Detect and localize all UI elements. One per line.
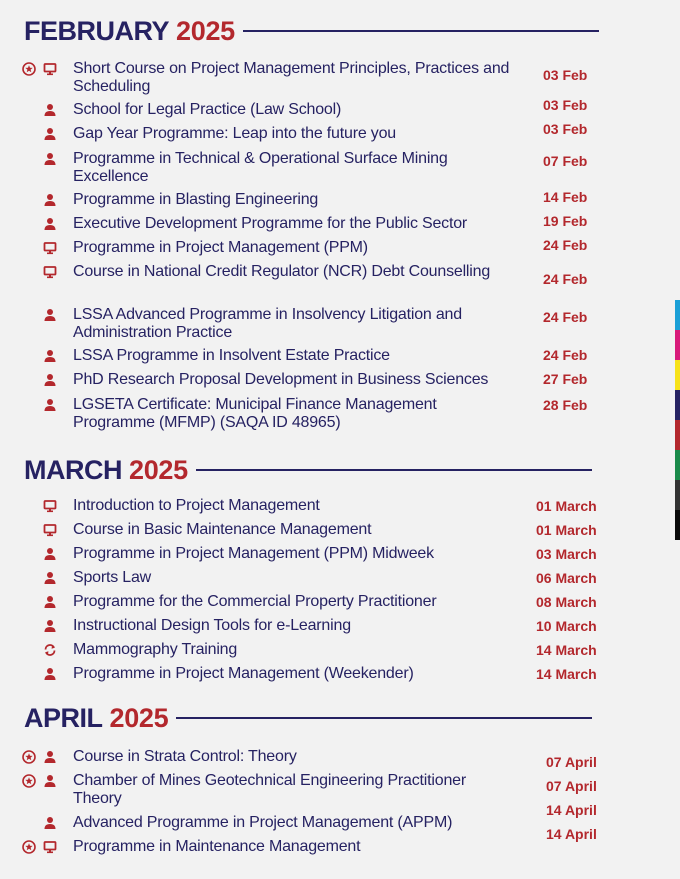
person-icon <box>43 595 57 609</box>
side-color-tab <box>675 300 680 330</box>
programme-title: Programme in Technical & Operational Surface Mining Excellence <box>73 150 448 185</box>
programme-date: 07 April <box>546 778 597 794</box>
programme-date: 03 March <box>536 546 597 562</box>
programme-title: Course in National Credit Regulator (NCR) Debt Counselling <box>73 263 491 280</box>
month-label: APRIL <box>24 702 103 733</box>
star-badge-icon <box>22 62 36 76</box>
programme-date: 24 Feb <box>543 237 588 253</box>
monitor-icon <box>43 265 57 279</box>
star-badge-icon <box>22 840 36 854</box>
monitor-icon <box>43 62 57 76</box>
programme-title: Mammography Training <box>73 641 238 658</box>
year-label: 2025 <box>109 702 169 733</box>
programme-title: Programme in Maintenance Management <box>73 838 361 855</box>
programme-date: 24 Feb <box>543 309 588 325</box>
programme-date: 14 March <box>536 666 597 682</box>
person-icon <box>43 103 57 117</box>
programme-title: Programme in Project Management (Weekender) <box>73 665 414 682</box>
programme-date: 24 Feb <box>543 271 588 287</box>
person-icon <box>43 373 57 387</box>
person-icon <box>43 547 57 561</box>
programme-date: 08 March <box>536 594 597 610</box>
person-icon <box>43 571 57 585</box>
person-icon <box>43 774 57 788</box>
programme-title: Executive Development Programme for the Public Sector <box>73 215 468 232</box>
person-icon <box>43 152 57 166</box>
side-color-tab <box>675 390 680 420</box>
programme-title: Programme in Blasting Engineering <box>73 191 319 208</box>
monitor-icon <box>43 840 57 854</box>
programme-date: 06 March <box>536 570 597 586</box>
month-label: MARCH <box>24 454 122 485</box>
programme-title: Instructional Design Tools for e-Learning <box>73 617 351 634</box>
programme-date: 07 Feb <box>543 153 588 169</box>
programme-title: Advanced Programme in Project Management (APPM) <box>73 814 453 831</box>
programme-title: Gap Year Programme: Leap into the future you <box>73 125 396 142</box>
person-icon <box>43 193 57 207</box>
programme-title: Sports Law <box>73 569 152 586</box>
programme-title: Chamber of Mines Geotechnical Engineering Practitioner Theory <box>73 772 466 807</box>
side-color-tab <box>675 480 680 510</box>
heading-rule <box>243 30 599 32</box>
person-icon <box>43 750 57 764</box>
programme-title: Course in Strata Control: Theory <box>73 748 297 765</box>
programme-date: 10 March <box>536 618 597 634</box>
programme-date: 14 April <box>546 826 597 842</box>
programme-title: Programme in Project Management (PPM) Midweek <box>73 545 434 562</box>
programme-date: 14 March <box>536 642 597 658</box>
programme-date: 03 Feb <box>543 121 588 137</box>
programme-title: Programme in Project Management (PPM) <box>73 239 368 256</box>
programme-date: 27 Feb <box>543 371 588 387</box>
programme-date: 03 Feb <box>543 67 588 83</box>
year-label: 2025 <box>129 454 188 485</box>
monitor-icon <box>43 241 57 255</box>
person-icon <box>43 667 57 681</box>
heading-rule <box>196 469 592 471</box>
programme-title: LGSETA Certificate: Municipal Finance Management Programme (MFMP) (SAQA ID 48965) <box>73 396 437 431</box>
monitor-icon <box>43 523 57 537</box>
programme-title: Short Course on Project Management Principles, Practices and Scheduling <box>73 60 510 95</box>
section-heading <box>24 453 592 487</box>
section-heading <box>24 701 592 735</box>
programme-date: 07 April <box>546 754 597 770</box>
programme-title: Course in Basic Maintenance Management <box>73 521 372 538</box>
person-icon <box>43 217 57 231</box>
person-icon <box>43 349 57 363</box>
blended-icon <box>43 643 57 657</box>
section-heading <box>24 14 599 48</box>
programme-title: LSSA Programme in Insolvent Estate Practice <box>73 347 390 364</box>
programme-date: 01 March <box>536 498 597 514</box>
programme-title: Introduction to Project Management <box>73 497 320 514</box>
person-icon <box>43 398 57 412</box>
programme-date: 14 Feb <box>543 189 588 205</box>
person-icon <box>43 308 57 322</box>
person-icon <box>43 619 57 633</box>
side-color-tab <box>675 360 680 390</box>
person-icon <box>43 127 57 141</box>
programme-title: School for Legal Practice (Law School) <box>73 101 342 118</box>
person-icon <box>43 816 57 830</box>
year-label: 2025 <box>176 15 235 46</box>
monitor-icon <box>43 499 57 513</box>
programme-date: 14 April <box>546 802 597 818</box>
star-badge-icon <box>22 774 36 788</box>
side-color-tab <box>675 330 680 360</box>
heading-rule <box>176 717 592 719</box>
programme-title: LSSA Advanced Programme in Insolvency Litigation and Administration Practice <box>73 306 462 341</box>
programme-date: 19 Feb <box>543 213 588 229</box>
side-color-tab <box>675 450 680 480</box>
month-label: FEBRUARY <box>24 15 170 46</box>
programme-title: Programme for the Commercial Property Practitioner <box>73 593 437 610</box>
star-badge-icon <box>22 750 36 764</box>
side-color-tab <box>675 510 680 540</box>
side-color-tabs <box>675 300 680 540</box>
programme-title: PhD Research Proposal Development in Business Sciences <box>73 371 489 388</box>
programme-date: 01 March <box>536 522 597 538</box>
programme-date: 28 Feb <box>543 397 588 413</box>
side-color-tab <box>675 420 680 450</box>
programme-date: 03 Feb <box>543 97 588 113</box>
programme-date: 24 Feb <box>543 347 588 363</box>
